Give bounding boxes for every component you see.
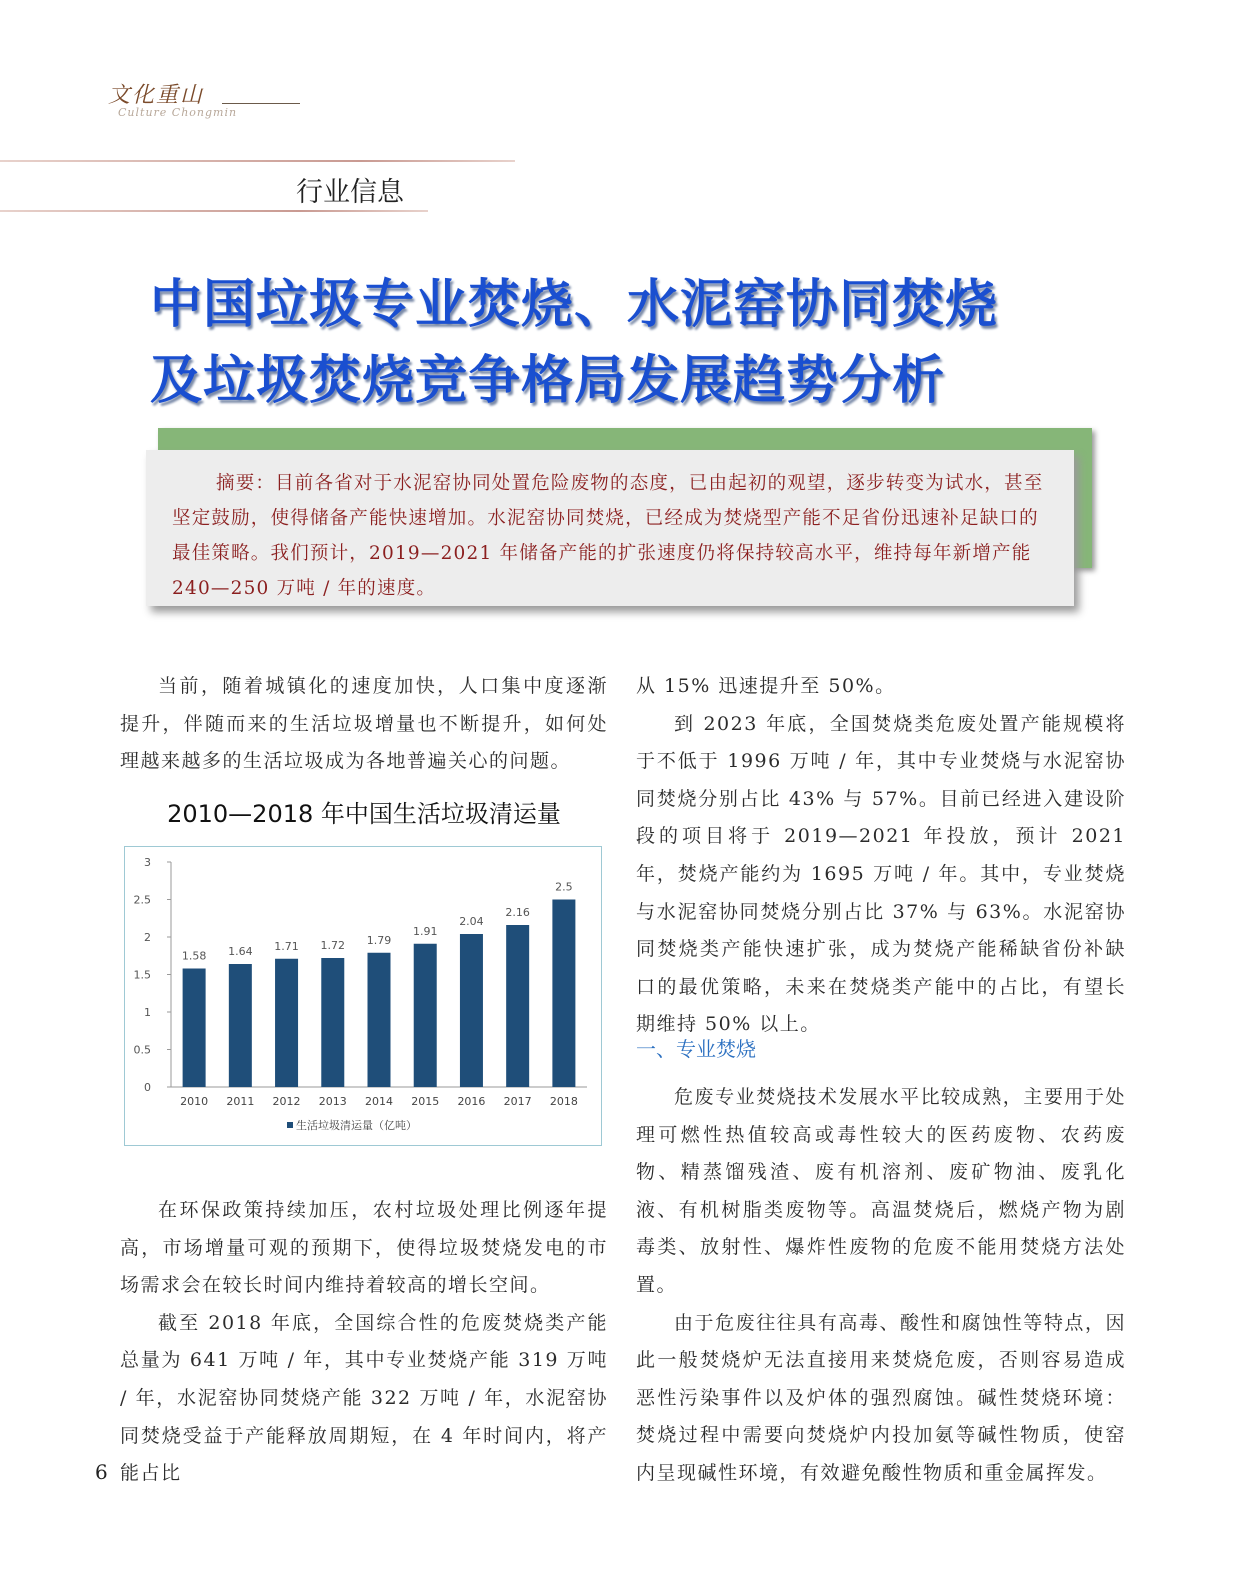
bar bbox=[368, 953, 391, 1087]
legend-swatch bbox=[287, 1122, 293, 1128]
right-column-bottom bbox=[636, 1079, 1126, 1493]
bar bbox=[183, 969, 206, 1088]
data-label: 1.64 bbox=[228, 945, 253, 958]
data-label: 1.79 bbox=[366, 933, 392, 947]
bar bbox=[414, 944, 437, 1087]
y-tick-label: 1 bbox=[144, 1006, 151, 1019]
masthead-logo: 文化重山 bbox=[108, 83, 205, 108]
section-label: 行业信息 bbox=[296, 177, 404, 208]
paragraph: 到 2023 年底，全国焚烧类危废处置产能规模将于不低于 1996 万吨 / 年，其中专业焚烧与水泥窑协同焚烧分别占比 43% 与 57%。目前已经进入建设阶段的项目将于 2019—2021 年投放，预计 2021 年，焚烧产能约为 1695 万吨 / 年。其中，专业焚烧与水泥窑协同焚烧分别占比 37% 与 63%。水泥窑协同焚烧类产能快速扩张，成为焚烧产能稀缺省份补缺口的最优策略，未来在焚烧类产能中的占比，有望长期维持 50% 以上。 bbox=[636, 712, 1126, 1036]
x-tick-label: 2013 bbox=[318, 1095, 347, 1108]
chart-title: 2010—2018 年中国生活垃圾清运量 bbox=[167, 800, 561, 828]
legend-label: 生活垃圾清运量（亿吨） bbox=[296, 1119, 417, 1132]
data-label: 2.16 bbox=[505, 906, 530, 919]
x-tick-label: 2012 bbox=[272, 1095, 301, 1108]
paragraph: 在环保政策持续加压，农村垃圾处理比例逐年提高，市场增量可观的预期下，使得垃圾焚烧发电的市场需求会在较长时间内维持着较高的增长空间。 bbox=[120, 1199, 608, 1297]
left-column-bottom bbox=[120, 1192, 608, 1493]
x-tick-label: 2015 bbox=[411, 1095, 440, 1108]
data-label: 2.04 bbox=[459, 915, 484, 928]
masthead-rule bbox=[222, 103, 300, 104]
paragraph: 从 15% 迅速提升至 50%。 bbox=[636, 675, 896, 697]
data-label: 1.58 bbox=[181, 949, 207, 963]
section-rule-top bbox=[0, 160, 515, 162]
subsection-heading: 一、专业焚烧 bbox=[636, 1037, 756, 1061]
bar bbox=[506, 925, 529, 1087]
abstract-body: 摘要：目前各省对于水泥窑协同处置危险废物的态度，已由起初的观望，逐步转变为试水，甚至坚定鼓励，使得储备产能快速增加。水泥窑协同焚烧，已经成为焚烧型产能不足省份迅速补足缺口的最佳策略。我们预计，2019—2021 年储备产能的扩张速度仍将保持较高水平，维持每年新增产能 240—250 万吨 / 年的速度。 bbox=[172, 473, 1044, 599]
bar bbox=[321, 958, 344, 1087]
y-tick-label: 2.5 bbox=[133, 893, 151, 907]
bar bbox=[229, 964, 252, 1087]
chart-frame bbox=[124, 846, 602, 1146]
x-tick-label: 2014 bbox=[365, 1095, 393, 1108]
masthead-logo-subtitle: Culture Chongmin bbox=[118, 106, 238, 119]
x-tick-label: 2017 bbox=[503, 1095, 532, 1108]
paragraph: 截至 2018 年底，全国综合性的危废焚烧类产能总量为 641 万吨 / 年，其中专业焚烧产能 319 万吨 / 年，水泥窑协同焚烧产能 322 万吨 / 年，水泥窑协同焚烧受益于产能释放周期短，在 4 年时间内，将产能占比 bbox=[120, 1311, 608, 1485]
paragraph: 当前，随着城镇化的速度加快，人口集中度逐渐提升，伴随而来的生活垃圾增量也不断提升，如何处理越来越多的生活垃圾成为各地普遍关心的问题。 bbox=[120, 675, 608, 773]
bar-chart bbox=[125, 847, 601, 1145]
right-column-top bbox=[636, 668, 1126, 1044]
article-title-line-1: 中国垃圾专业焚烧、水泥窑协同焚烧 bbox=[150, 275, 999, 335]
bar bbox=[275, 959, 298, 1087]
section-rule-bottom bbox=[0, 210, 428, 212]
abstract-text bbox=[172, 466, 1052, 606]
data-label: 1.91 bbox=[412, 924, 438, 938]
x-tick-label: 2010 bbox=[180, 1095, 209, 1108]
paragraph: 由于危废往往具有高毒、酸性和腐蚀性等特点，因此一般焚烧炉无法直接用来焚烧危废，否则容易造成恶性污染事件以及炉体的强烈腐蚀。碱性焚烧环境：焚烧过程中需要向焚烧炉内投加氨等碱性物质，使窑内呈现碱性环境，有效避免酸性物质和重金属挥发。 bbox=[636, 1311, 1126, 1484]
left-column-top bbox=[120, 668, 608, 781]
x-tick-label: 2018 bbox=[549, 1095, 578, 1108]
page-number: 6 bbox=[95, 1460, 108, 1484]
y-tick-label: 2 bbox=[144, 931, 151, 944]
article-title-line-2: 及垃圾焚烧竞争格局发展趋势分析 bbox=[150, 351, 946, 411]
paragraph: 危废专业焚烧技术发展水平比较成熟，主要用于处理可燃性热值较高或毒性较大的医药废物、农药废物、精蒸馏残渣、废有机溶剂、废矿物油、废乳化液、有机树脂类废物等。高温焚烧后，燃烧产物为剧毒类、放射性、爆炸性废物的危废不能用焚烧方法处置。 bbox=[636, 1086, 1126, 1296]
data-label: 1.71 bbox=[274, 939, 299, 953]
y-tick-label: 1.5 bbox=[133, 968, 151, 982]
y-tick-label: 3 bbox=[144, 856, 151, 869]
x-tick-label: 2011 bbox=[226, 1095, 255, 1108]
bar bbox=[552, 900, 575, 1088]
data-label: 1.72 bbox=[320, 939, 346, 952]
bar bbox=[460, 934, 483, 1087]
y-tick-label: 0 bbox=[144, 1081, 151, 1094]
y-tick-label: 0.5 bbox=[133, 1043, 151, 1057]
data-label: 2.5 bbox=[555, 880, 573, 894]
x-tick-label: 2016 bbox=[457, 1095, 486, 1108]
